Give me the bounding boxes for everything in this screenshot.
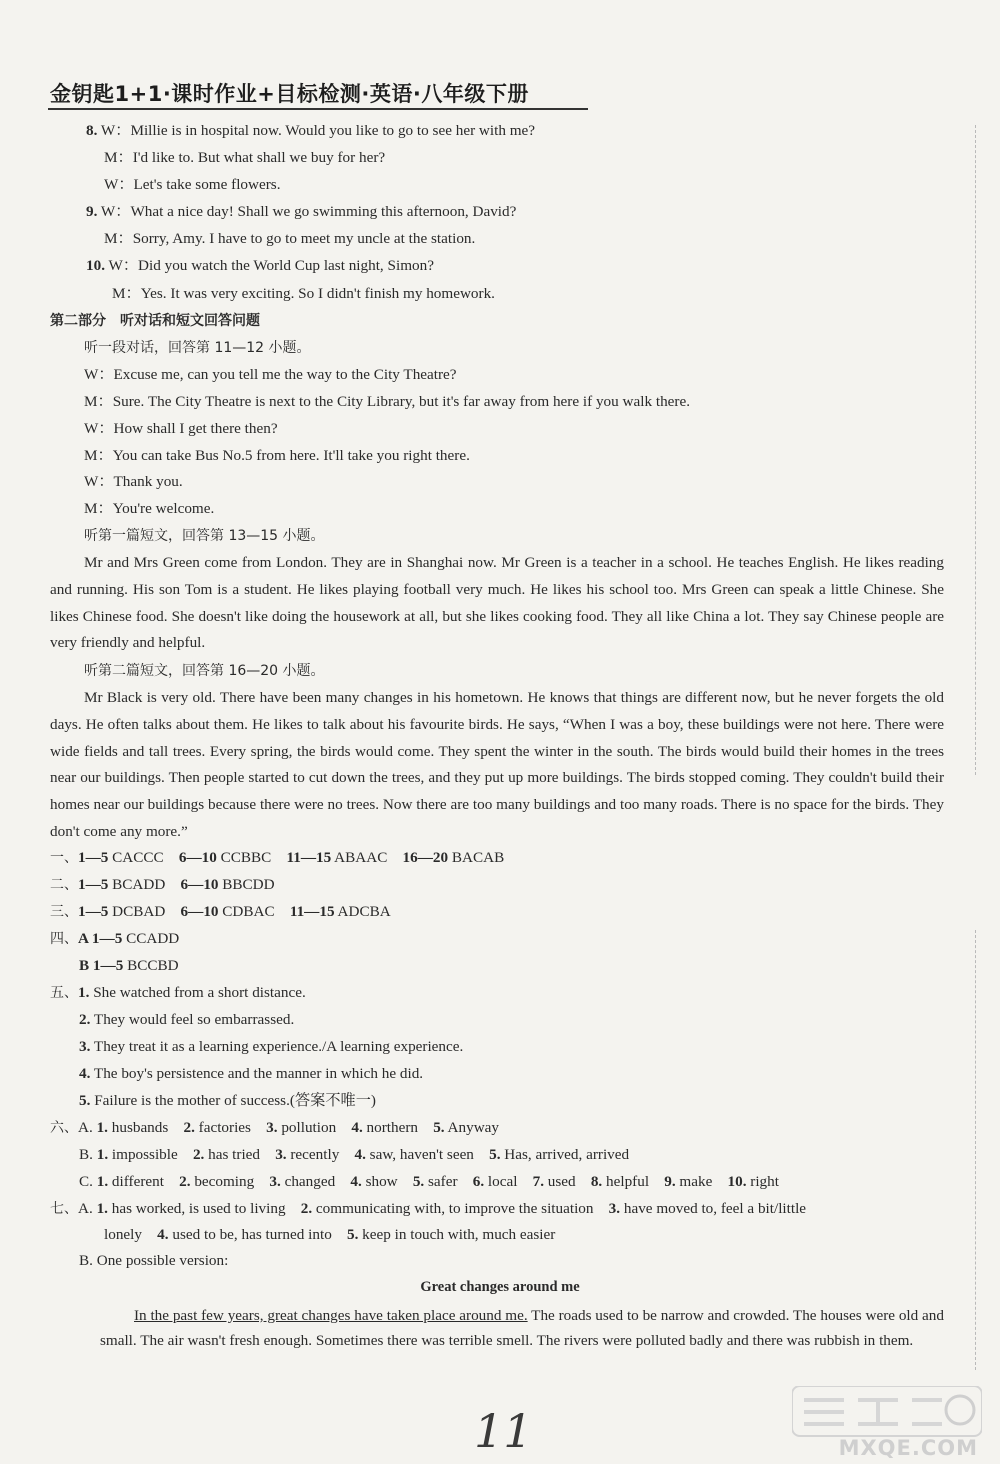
conv-line-4: M：You can take Bus No.5 from here. It'll take you right there.	[84, 447, 470, 464]
answer-7-b: B. One possible version:	[79, 1252, 229, 1269]
dialogue-10-w: 10. W：Did you watch the World Cup last night, Simon?	[86, 257, 434, 274]
passage-2: Mr Black is very old. There have been many changes in his hometown. He knows that things are different now, but he never forgets the old days. He often talks about them. He likes to talk about his favourite birds. He says, “When I was a boy, these buildings were not here. There were wide fields and tall trees. Every spring, the birds would come. They spent the winter in the south. The birds would build their homes in the trees near our buildings. Then people started to cut down the trees, and they put up more buildings. The birds stopped coming. They couldn't build their homes near our buildings because there were no trees. Now there are too many buildings and too many roads. There is no space for the birds. They don't come any more.”	[50, 689, 944, 840]
dialogue-10-m: M：Yes. It was very exciting. So I didn't finish my homework.	[112, 285, 495, 302]
answer-6-a: 六、A. 1. husbands 2. factories 3. pollution 4. northern 5. Anyway	[50, 1119, 499, 1136]
answer-section-1: 一、1—5 CACCC 6—10 CCBBC 11—15 ABAAC 16—20 BACAB	[50, 849, 505, 866]
dialogue-8-w: 8. W：Millie is in hospital now. Would you like to go to see her with me?	[86, 122, 536, 139]
answer-6-b: B. 1. impossible 2. has tried 3. recently 4. saw, haven't seen 5. Has, arrived, arrived	[79, 1146, 630, 1163]
answer-section-4b: B 1—5 BCCBD	[79, 957, 179, 974]
essay-body: In the past few years, great changes have taken place around me. The roads used to be narrow and crowded. The houses were old and small. The air wasn't fresh enough. Sometimes there was terrible smell. The rivers were polluted badly and there was rubbish in them.	[100, 1307, 944, 1349]
answer-5-4: 4. The boy's persistence and the manner in which he did.	[79, 1065, 424, 1082]
dialogue-8-m: M：I'd like to. But what shall we buy for her?	[104, 149, 386, 166]
answer-section-3: 三、1—5 DCBAD 6—10 CDBAC 11—15 ADCBA	[50, 903, 391, 920]
part2-intro-2: 听第一篇短文，回答第 13—15 小题。	[84, 528, 325, 544]
dialogue-9-m: M：Sorry, Amy. I have to go to meet my uncle at the station.	[104, 230, 476, 247]
header-rule	[48, 108, 588, 110]
watermark-text: MXQE.COM	[838, 1436, 978, 1460]
answer-7-a-line2: lonely 4. used to be, has turned into 5. keep in touch with, much easier	[104, 1226, 556, 1243]
answer-section-2: 二、1—5 BCADD 6—10 BBCDD	[50, 876, 275, 893]
conv-line-6: M：You're welcome.	[84, 500, 215, 517]
answer-7-a-line1: 七、A. 1. has worked, is used to living 2. communicating with, to improve the situation 3. have moved to, feel a bit/little	[50, 1200, 807, 1217]
dialogue-9-w: 9. W：What a nice day! Shall we go swimming this afternoon, David?	[86, 203, 517, 220]
dialogue-8-w2: W：Let's take some flowers.	[104, 176, 281, 193]
conv-line-5: W：Thank you.	[84, 473, 183, 490]
binding-margin-line-2	[975, 930, 976, 1370]
conv-line-1: W：Excuse me, can you tell me the way to the City Theatre?	[84, 366, 457, 383]
part2-intro-3: 听第二篇短文，回答第 16—20 小题。	[84, 663, 325, 679]
answer-5-5: 5. Failure is the mother of success.(答案不唯一)	[79, 1092, 376, 1109]
conv-line-3: W：How shall I get there then?	[84, 420, 278, 437]
essay-title: Great changes around me	[420, 1279, 580, 1295]
answer-6-c: C. 1. different 2. becoming 3. changed 4. show 5. safer 6. local 7. used 8. helpful 9. make 10. right	[79, 1173, 779, 1190]
page-number: 11	[474, 1404, 533, 1458]
conv-line-2: M：Sure. The City Theatre is next to the City Library, but it's far away from here if you walk there.	[84, 393, 691, 410]
essay-topic-sentence: In the past few years, great changes have taken place around me.	[134, 1307, 528, 1324]
answer-5-2: 2. They would feel so embarrassed.	[79, 1011, 295, 1028]
part2-intro-1: 听一段对话，回答第 11—12 小题。	[84, 340, 311, 356]
answer-section-4a: 四、A 1—5 CCADD	[50, 930, 180, 947]
book-header: 金钥匙1+1·课时作业+目标检测·英语·八年级下册	[50, 82, 529, 106]
passage-1: Mr and Mrs Green come from London. They are in Shanghai now. Mr Green is a teacher in a school. He teaches English. He likes reading and running. His son Tom is a student. He likes playing football very much. He likes his school too. Mrs Green can speak a little Chinese. She likes Chinese food. She doesn't like doing the housework at all, but she likes cooking food. They all like China a lot. They say Chinese people are very friendly and helpful.	[50, 554, 944, 652]
binding-margin-line-1	[975, 125, 976, 775]
answer-5-3: 3. They treat it as a learning experience./A learning experience.	[79, 1038, 464, 1055]
part2-heading: 第二部分 听对话和短文回答问题	[50, 313, 260, 329]
answer-5-1: 五、1. She watched from a short distance.	[50, 984, 306, 1001]
